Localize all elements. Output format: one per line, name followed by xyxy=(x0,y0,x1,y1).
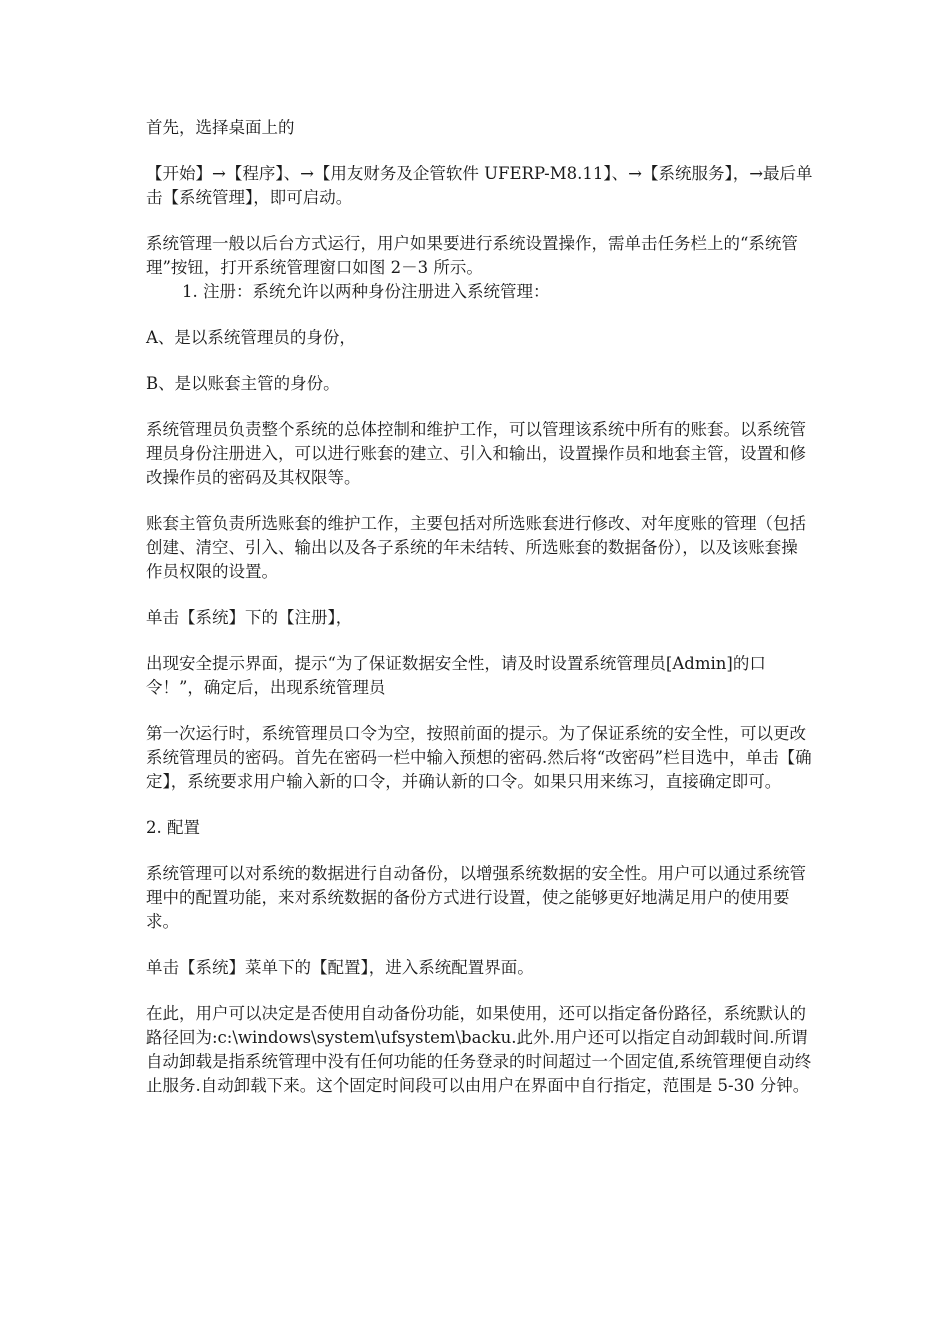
heading-config: 2. 配置 xyxy=(146,818,200,837)
paragraph-identity-b: B、是以账套主管的身份。 xyxy=(146,374,340,393)
paragraph-backup: 系统管理可以对系统的数据进行自动备份，以增强系统数据的安全性。用户可以通过系统管理中的配置功能，来对系统数据的备份方式进行设置，使之能够更好地满足用户的使用要求。 xyxy=(146,864,806,931)
paragraph-admin-duties: 系统管理员负责整个系统的总体控制和维护工作，可以管理该系统中所有的账套。以系统管理员身份注册进入，可以进行账套的建立、引入和输出，设置操作员和地套主管，设置和修改操作员的密码及其权限等。 xyxy=(146,420,806,487)
paragraph-first-run: 第一次运行时，系统管理员口令为空，按照前面的提示。为了保证系统的安全性，可以更改系统管理员的密码。首先在密码一栏中输入预想的密码.然后将“改密码”栏目选中，单击【确定】，系统要求用户输入新的口令，并确认新的口令。如果只用来练习，直接确定即可。 xyxy=(146,724,812,791)
paragraph-background-run: 系统管理一般以后台方式运行，用户如果要进行系统设置操作，需单击任务栏上的“系统管理”按钮，打开系统管理窗口如图 2－3 所示。 xyxy=(146,234,798,277)
paragraph-click-config: 单击【系统】菜单下的【配置】，进入系统配置界面。 xyxy=(146,958,534,977)
paragraph-menu-path: 【开始】→【程序】、→【用友财务及企管软件 UFERP-M8.11】、→【系统服务】，→最后单击【系统管理】，即可启动。 xyxy=(146,164,813,207)
document-body xyxy=(146,116,814,1098)
paragraph-supervisor-duties: 账套主管负责所选账套的维护工作，主要包括对所选账套进行修改、对年度账的管理（包括创建、清空、引入、输出以及各子系统的年未结转、所选账套的数据备份），以及该账套操作员权限的设置。 xyxy=(146,514,806,581)
paragraph-identity-a: A、是以系统管理员的身份， xyxy=(146,328,356,347)
paragraph-auto-unload: 在此，用户可以决定是否使用自动备份功能，如果使用，还可以指定备份路径，系统默认的路径回为:c:\windows\system\ufsystem\backu.此外.用户还可以指定自动卸载时间.所谓自动卸载是指系统管理中没有任何功能的任务登录的时间超过一个固定值,系统管理便自动终止服务.自动卸载下来。这个固定时间段可以由用户在界面中自行指定，范围是 5-30 分钟。 xyxy=(146,1004,812,1095)
heading-register: 1. 注册：系统允许以两种身份注册进入系统管理： xyxy=(182,282,550,301)
paragraph-security-prompt: 出现安全提示界面，提示“为了保证数据安全性，请及时设置系统管理员[Admin]的口令！”，确定后，出现系统管理员 xyxy=(146,654,766,697)
paragraph-intro: 首先，选择桌面上的 xyxy=(146,118,295,137)
paragraph-click-register: 单击【系统】下的【注册】， xyxy=(146,608,353,627)
